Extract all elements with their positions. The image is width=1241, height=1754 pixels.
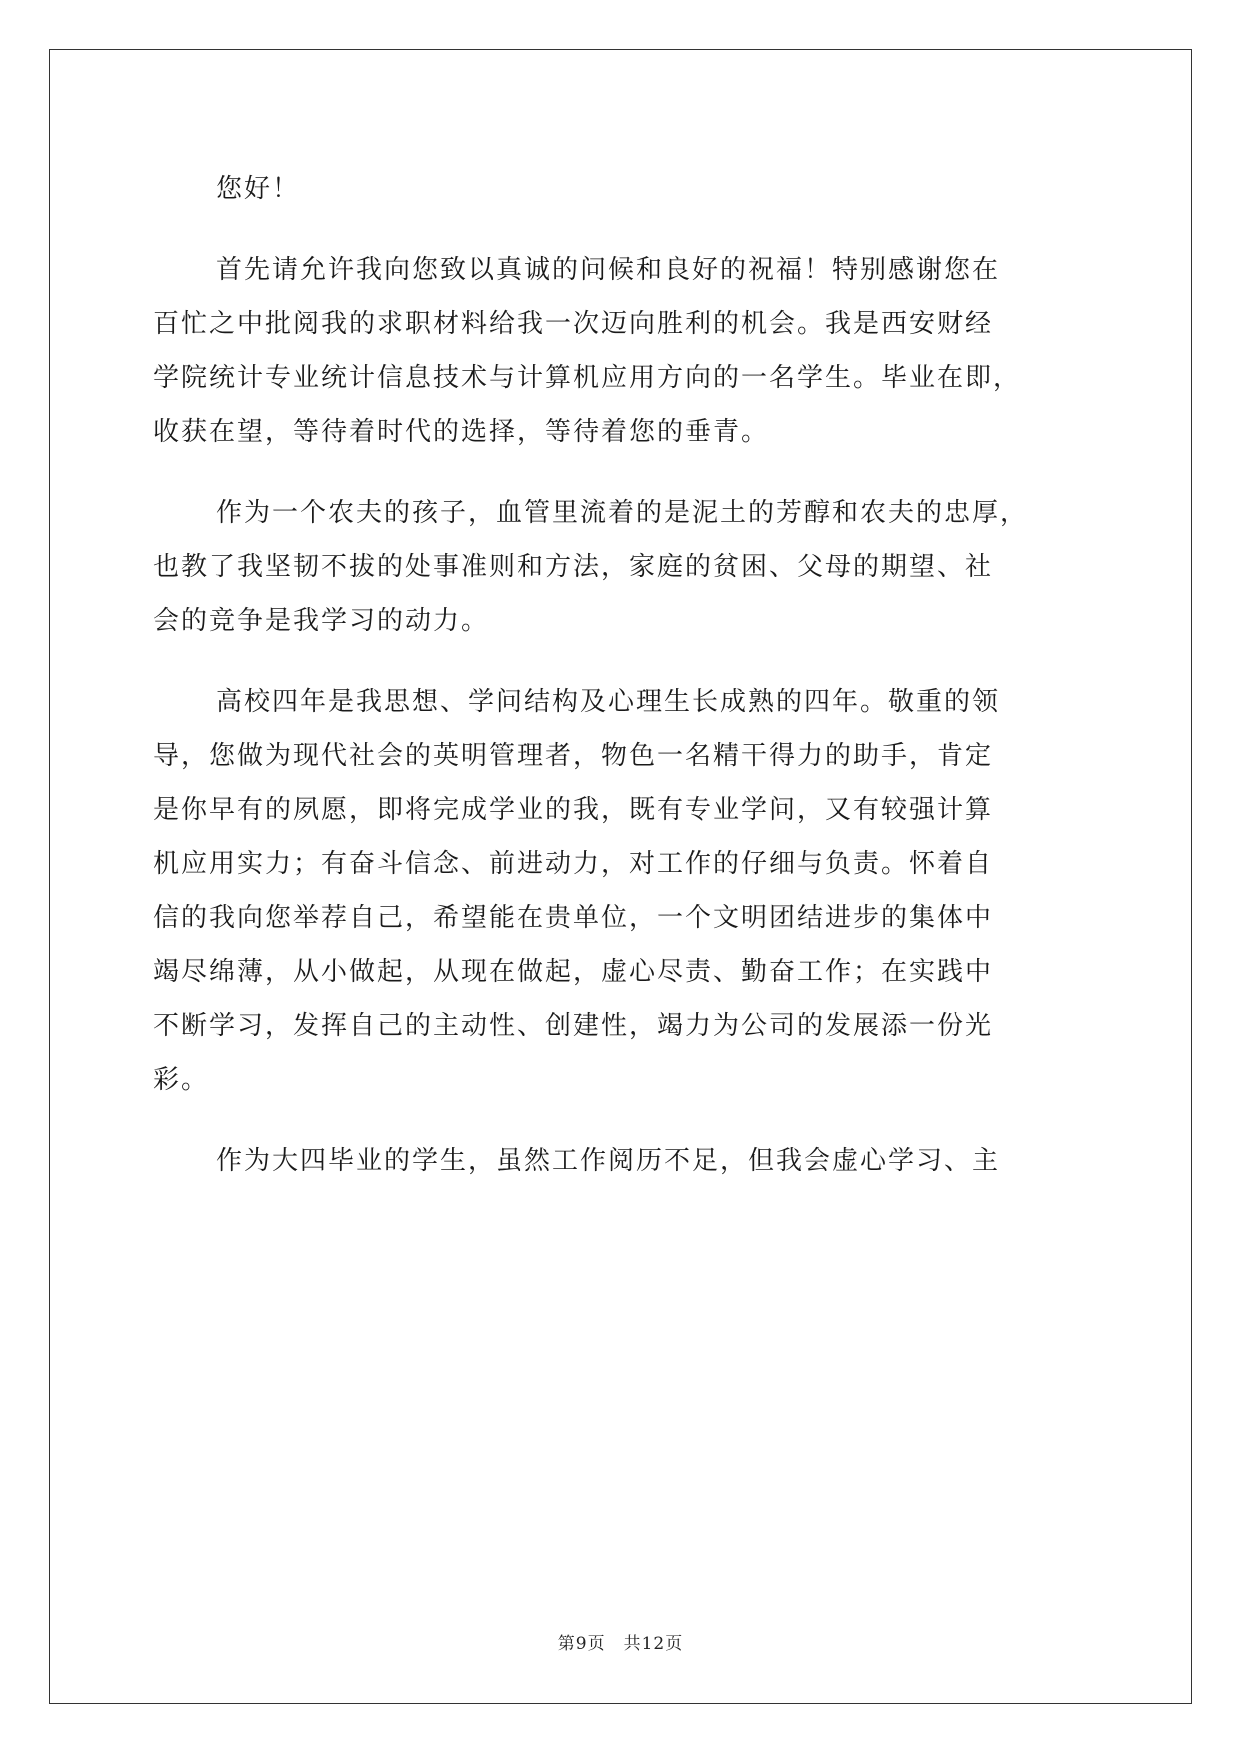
- text-line: 作为大四毕业的学生，虽然工作阅历不足，但我会虚心学习、主: [216, 1146, 1001, 1176]
- text-line: 高校四年是我思想、学问结构及心理生长成熟的四年。敬重的领: [216, 687, 1001, 717]
- text-line: 竭尽绵薄，从小做起，从现在做起，虚心尽责、勤奋工作；在实践中: [153, 957, 994, 987]
- page-footer: [0, 1629, 1241, 1654]
- text-line: 也教了我坚韧不拔的处事准则和方法，家庭的贫困、父母的期望、社: [153, 552, 994, 582]
- text-line: 作为一个农夫的孩子，血管里流着的是泥土的芳醇和农夫的忠厚，: [216, 498, 1029, 528]
- page-number: 第9页: [557, 1634, 606, 1654]
- text-line: 信的我向您举荐自己，希望能在贵单位，一个文明团结进步的集体中: [153, 903, 994, 933]
- text-line: 不断学习，发挥自己的主动性、创建性，竭力为公司的发展添一份光: [153, 1011, 994, 1041]
- letter-body: [153, 162, 1086, 1188]
- text-line: 机应用实力；有奋斗信念、前进动力，对工作的仔细与负责。怀着自: [153, 849, 994, 879]
- text-line: 您好！: [216, 174, 301, 204]
- text-line: 导，您做为现代社会的英明管理者，物色一名精干得力的助手，肯定: [153, 741, 994, 771]
- text-line: 收获在望，等待着时代的选择，等待着您的垂青。: [153, 417, 770, 447]
- page-total: 共12页: [623, 1634, 684, 1654]
- text-line: 百忙之中批阅我的求职材料给我一次迈向胜利的机会。我是西安财经: [153, 309, 994, 339]
- text-line: 彩。: [153, 1065, 210, 1095]
- text-line: 首先请允许我向您致以真诚的问候和良好的祝福！特别感谢您在: [216, 255, 1001, 285]
- text-line: 会的竞争是我学习的动力。: [153, 606, 490, 636]
- text-line: 是你早有的夙愿，即将完成学业的我，既有专业学问，又有较强计算: [153, 795, 994, 825]
- text-line: 学院统计专业统计信息技术与计算机应用方向的一名学生。毕业在即，: [153, 363, 1022, 393]
